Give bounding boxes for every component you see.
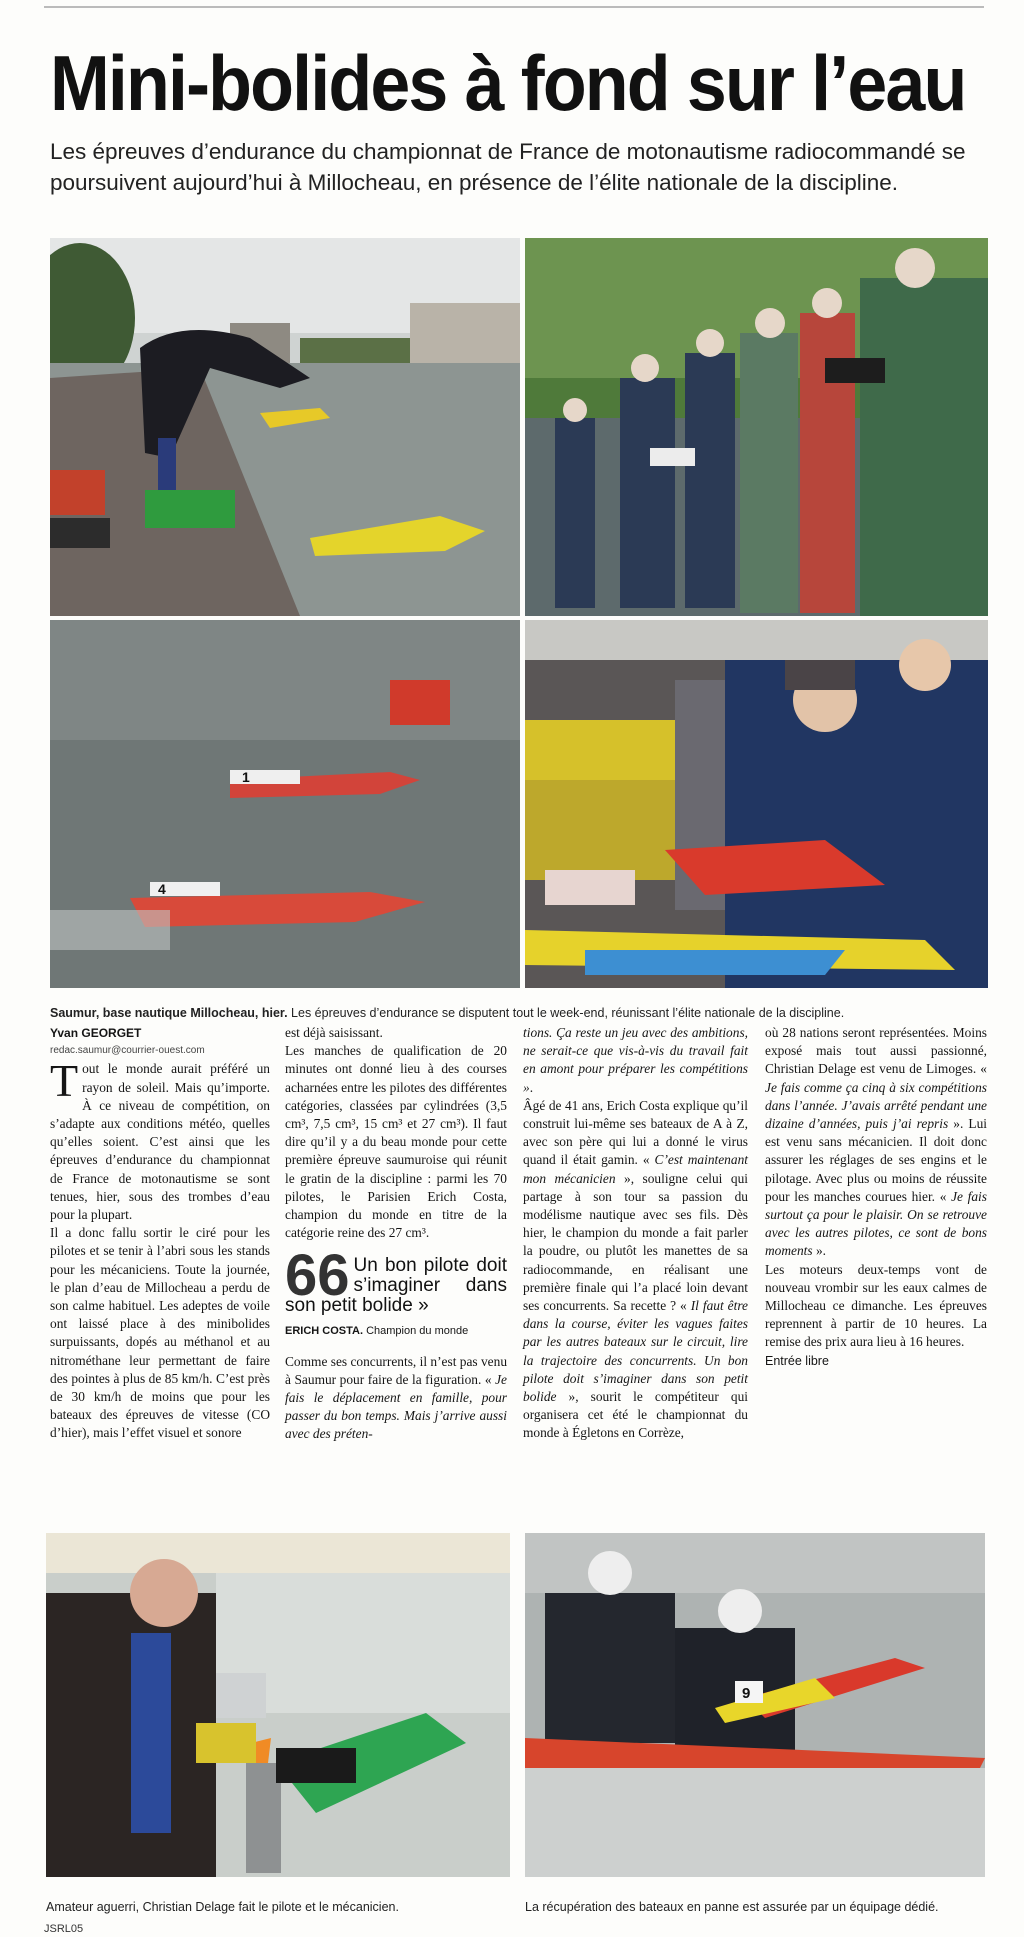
caption-top-bold: Saumur, base nautique Millocheau, hier. — [50, 1005, 288, 1020]
photo-pontoon-launch — [50, 238, 520, 616]
photo-racing-boats — [50, 620, 520, 988]
pull-quote-text: Un bon pilote doit s’imaginer dans son petit bolide » — [285, 1255, 507, 1317]
quote-run: C’est maintenant mon mécanicien — [523, 1152, 748, 1186]
dropcap: T — [50, 1055, 79, 1107]
text-run: ». Lui est venu sans mécanicien. Il doit donc assurer les réglages de ses engins et le pilotage. Avec plus ou moins de réussite pour les manches courues hier. « — [765, 1116, 988, 1204]
pull-quote-author — [285, 1322, 507, 1340]
photo-spectators — [525, 238, 988, 616]
byline-name: Yvan GEORGET — [50, 1026, 142, 1040]
article-column-1 — [50, 1024, 270, 1443]
paragraph-ciré: Il a donc fallu sortir le ciré pour les pilotes et se tenir à l’abri sous les stands pour les mécaniciens. Toute la journée, le plan d’eau de Millocheau a perdu de son calme habituel. Les adeptes de voile ont laissé place à des minibolides surpuissants, dopés au méthanol et au nitrométhane leur permettant de faire des pointes à plus de 85 km/h. C’est près de 30 km/h de moins que pour les bateaux des épreuves de vitesse (CO d’hier), mais l’effet visuel et sonore — [50, 1225, 270, 1441]
page-code: JSRL05 — [44, 1923, 84, 1935]
photo-recovery-crew — [525, 1533, 985, 1877]
paragraph-erich-costa — [523, 1097, 748, 1443]
standfirst: Les épreuves d’endurance du championnat de France de motonautisme radiocommandé se poursuivent aujourd’hui à Millocheau, en présence de l’élite nationale de la discipline. — [50, 139, 966, 195]
boat-number-1: 1 — [242, 769, 250, 785]
article-column-2 — [285, 1024, 507, 1444]
paragraph-intro-text: out le monde aurait préféré un rayon de soleil. Mais qu’importe. À ce niveau de compétition, on s’adapte aux conditions météo, quelles qu’elles soient. C’est ainsi que les épreuves d’endurance du championnat de France de motonautisme se sont tenues, hier, sous des trombes d’eau pour la plupart. — [50, 1061, 270, 1223]
headline: Mini-bolides à fond sur l’eau — [50, 39, 966, 127]
quote-run: Je fais comme ça cinq à six compétitions dans l’année. J’avais arrêté pendant une dizaine d’années, puis j’ai repris — [765, 1079, 987, 1132]
paragraph-intro — [50, 1055, 270, 1224]
top-rule — [44, 6, 984, 8]
text-run: . — [529, 1079, 534, 1095]
quote-run: Il faut être dans la course, éviter les vagues faites par les autres bateaux sur le circuit, lire la trajectoire des concurrents. Un bon pilote doit s’imaginer dans son petit bolide — [523, 1298, 748, 1405]
text-run: Âgé de 41 ans, Erich Costa explique qu’il construit lui-même ses bateaux de A à Z, avec son père qui lui a donné le virus quand il était gamin. « — [523, 1097, 748, 1168]
caption-top-photos — [50, 1005, 990, 1021]
quote-run: Je fais le déplacement en famille, pour passer du bon temps. Mais j’arrive aussi avec des préten- — [285, 1371, 507, 1442]
boat-number-9: 9 — [742, 1685, 751, 1702]
paragraph-continuation: est déjà saisissant. — [285, 1025, 383, 1040]
byline-email: redac.saumur@courrier-ouest.com — [50, 1045, 205, 1057]
quote-mark-icon: 66 — [285, 1243, 350, 1309]
text-run: ». — [812, 1243, 826, 1259]
text-run: », souligne celui qui partage à son tour sa passion du modélisme nautique avec ses fils. Dès hier, le champion du monde a fait parler la poudre, ou plutôt les manettes de sa radiocommande, en réalisant une première finale qui l’a placé loin devant ses concurrents. Sa recette ? « — [523, 1170, 748, 1314]
pull-quote-author-name: ERICH COSTA. — [285, 1325, 364, 1338]
paragraph-qualifications: Les manches de qualification de 20 minutes ont donné lieu à des courses acharnées entre les pilotes des différentes catégories, classées par cylindrées (3,5 cm³, 7,5 cm³, 15 cm³ et 27 cm³). Il faut dire qu’il y a du beau monde pour cette première épreuve saumuroise qui réunit le gratin de la discipline : parmi les 70 pilotes, le Parisien Erich Costa, champion du monde en titre de la catégorie reine des 27 cm³. — [285, 1043, 507, 1241]
caption-bottom-left: Amateur aguerri, Christian Delage fait le pilote et le mécanicien. — [46, 1899, 399, 1914]
paragraph-delage — [765, 1024, 987, 1261]
photo-christian-delage — [46, 1533, 510, 1877]
entree-libre: Entrée libre — [765, 1353, 829, 1368]
quote-run: Je fais surtout ça pour le plaisir. On se retrouve avec les autres pilotes, ce sont de bons moments — [765, 1188, 987, 1259]
photo-mechanics-stand — [525, 620, 988, 988]
boat-number-4: 4 — [158, 881, 166, 897]
paragraph-dimanche: Les moteurs deux-temps vont de nouveau vrombir sur les eaux calmes de Millocheau ce dimanche. Les épreuves reprennent à partir de 10 heures. La remise des prix aura lieu à 16 heures. — [765, 1261, 987, 1350]
article-column-4 — [765, 1024, 987, 1370]
caption-top-text: Les épreuves d’endurance se disputent tout le week-end, réunissant l’élite nationale de la discipline. — [287, 1005, 845, 1020]
article-column-3 — [523, 1024, 748, 1443]
paragraph-concurrents — [285, 1353, 507, 1444]
text-run: où 28 nations seront représentées. Moins exposé mais tout aussi passionné, Christian Delage est venu de Limoges. « — [765, 1025, 987, 1077]
pull-quote-author-role: Champion du monde — [363, 1325, 469, 1338]
caption-bottom-right: La récupération des bateaux en panne est assurée par un équipage dédié. — [525, 1899, 939, 1914]
pull-quote — [285, 1243, 507, 1340]
paragraph-ambitions — [523, 1024, 748, 1097]
text-run: Comme ses concurrents, il n’est pas venu à Saumur pour faire de la figuration. « — [285, 1353, 508, 1387]
quote-run: tions. Ça reste un jeu avec des ambitions, ne serait-ce que vis-à-vis du travail fait en amont pour préparer les compétitions » — [523, 1025, 748, 1095]
text-run: », sourit le compétiteur qui organisera cet été le championnat du monde à Égletons en Corrèze, — [523, 1389, 748, 1441]
